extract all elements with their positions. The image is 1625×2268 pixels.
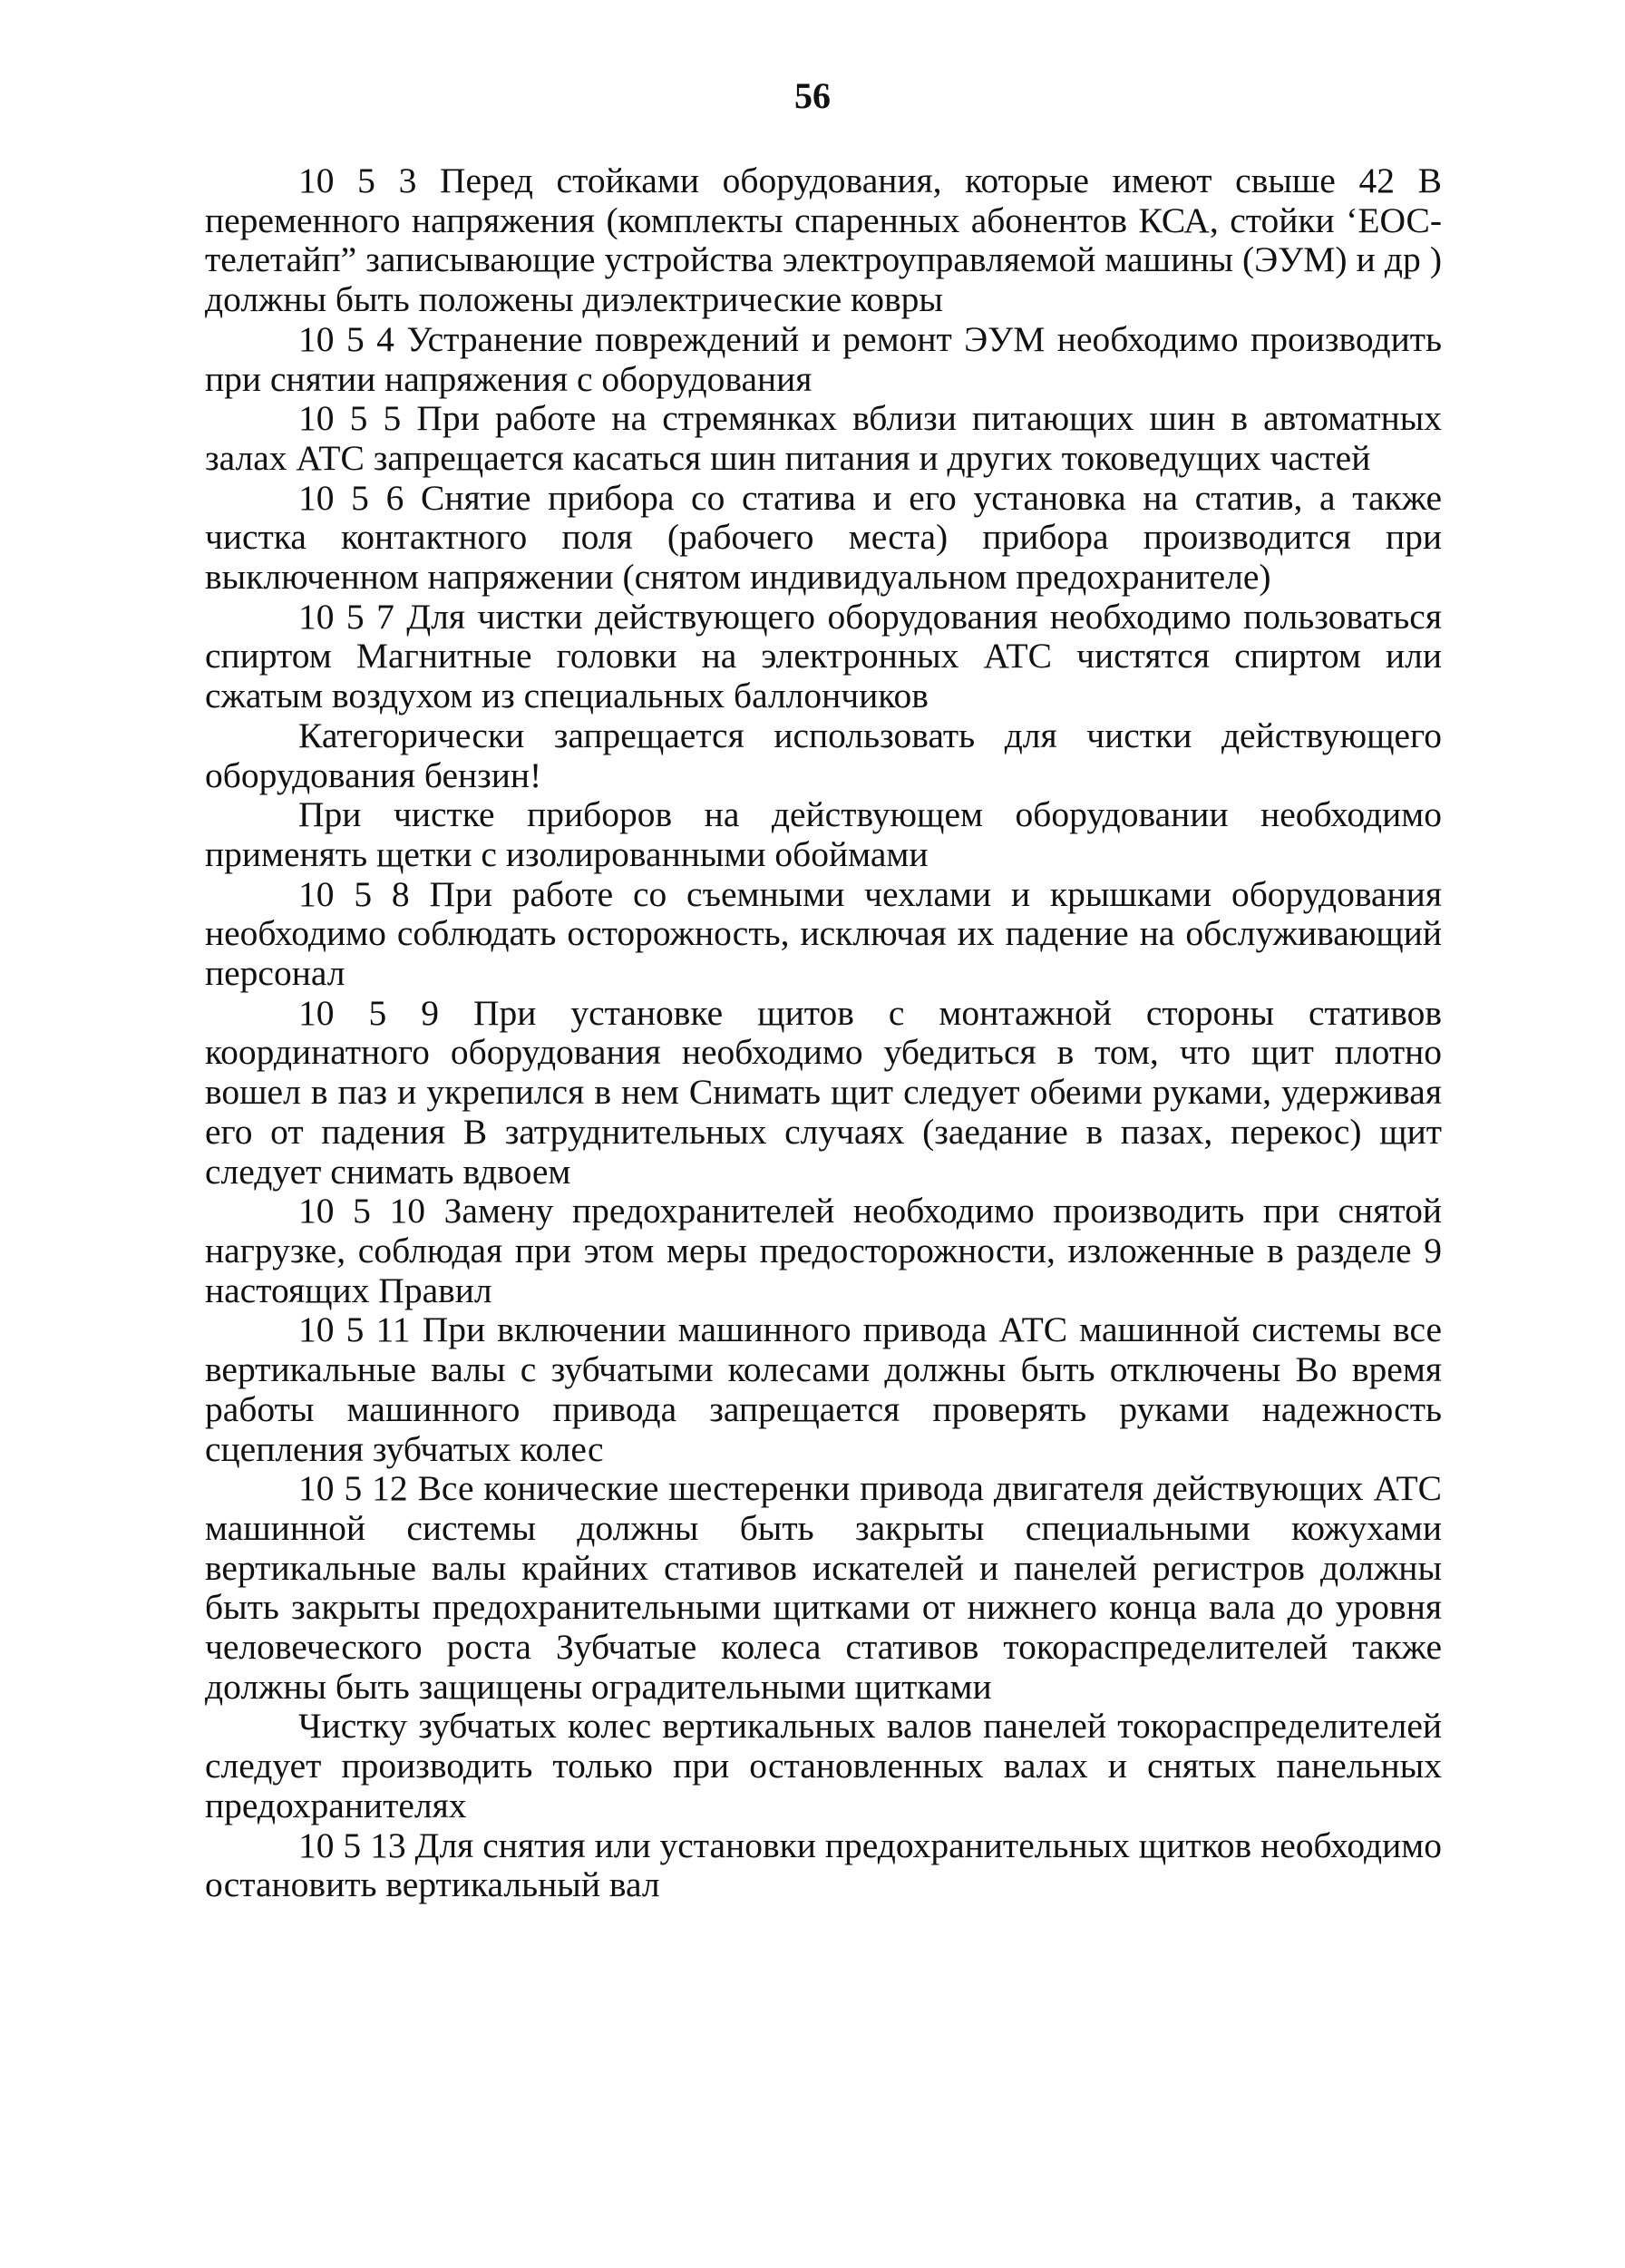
paragraph-10-5-13: 10 5 13 Для снятия или установки предохранительных щитков необходимо остановить вертикальный вал <box>205 1825 1442 1905</box>
paragraph-10-5-8: 10 5 8 При работе со съемными чехлами и крышками оборудования необходимо соблюдать осторожность, исключая их падение на обслуживающий персонал <box>205 873 1442 994</box>
paragraph-10-5-12: 10 5 12 Все конические шестеренки привода двигателя действующих АТС машинной системы должны быть закрыты специальными кожухами вертикальные валы крайних стативов искателей и панелей регистров должны быть закрыты предохранительными щитками от нижнего конца вала до уровня человеческого роста Зубчатые колеса стативов токораспределителей также должны быть защищены оградительными щитками <box>205 1468 1442 1707</box>
page-number: 56 <box>794 75 831 116</box>
paragraph-10-5-11: 10 5 11 При включении машинного привода АТС машинной системы все вертикальные валы с зубчатыми колесами должны быть отключены Во время работы машинного привода запрещается проверять руками надежность сцепления зубчатых колес <box>205 1309 1442 1469</box>
paragraph-10-5-9: 10 5 9 При установке щитов с монтажной стороны стативов координатного оборудования необходимо убедиться в том, что щит плотно вошел в паз и укрепился в нем Снимать щит следует обеими руками, удерживая его от падения В затруднительных случаях (заедание в пазах, перекос) щит следует снимать вдвоем <box>205 992 1442 1192</box>
paragraph-10-5-6: 10 5 6 Снятие прибора со статива и его установка на статив, а также чистка контактного поля (рабочего места) прибора производится при выключенном напряжении (снятом индивидуальном предохранителе) <box>205 477 1442 598</box>
paragraph-10-5-4: 10 5 4 Устранение повреждений и ремонт ЭУМ необходимо производить при снятии напряжения с оборудования <box>205 318 1442 399</box>
paragraph-10-5-7: 10 5 7 Для чистки действующего оборудования необходимо пользоваться спиртом Магнитные головки на электронных АТС чистятся спиртом или сжатым воздухом из специальных баллончиков <box>205 596 1442 716</box>
paragraph-gasoline-warning: Категорически запрещается использовать для чистки действующего оборудования бензин! <box>205 715 1442 795</box>
paragraph-10-5-5: 10 5 5 При работе на стремянках вблизи питающих шин в автоматных залах АТС запрещается касаться шин питания и других токоведущих частей <box>205 398 1442 478</box>
paragraph-gear-cleaning: Чистку зубчатых колес вертикальных валов панелей токораспределителей следует производить только при остановленных валах и снятых панельных предохранителях <box>205 1706 1442 1825</box>
document-body <box>205 161 1442 1905</box>
paragraph-brush-requirement: При чистке приборов на действующем оборудовании необходимо применять щетки с изолированными обоймами <box>205 794 1442 874</box>
paragraph-10-5-3: 10 5 3 Перед стойками оборудования, которые имеют свыше 42 В переменного напряжения (комплекты спаренных абонентов КСА, стойки ‘ЕОС-телетайп” записывающие устройства электроуправляемой машины (ЭУМ) и др ) должны быть положены диэлектрические ковры <box>205 161 1442 320</box>
paragraph-10-5-10: 10 5 10 Замену предохранителей необходимо производить при снятой нагрузке, соблюдая при этом меры предосторожности, изложенные в разделе 9 настоящих Правил <box>205 1191 1442 1310</box>
